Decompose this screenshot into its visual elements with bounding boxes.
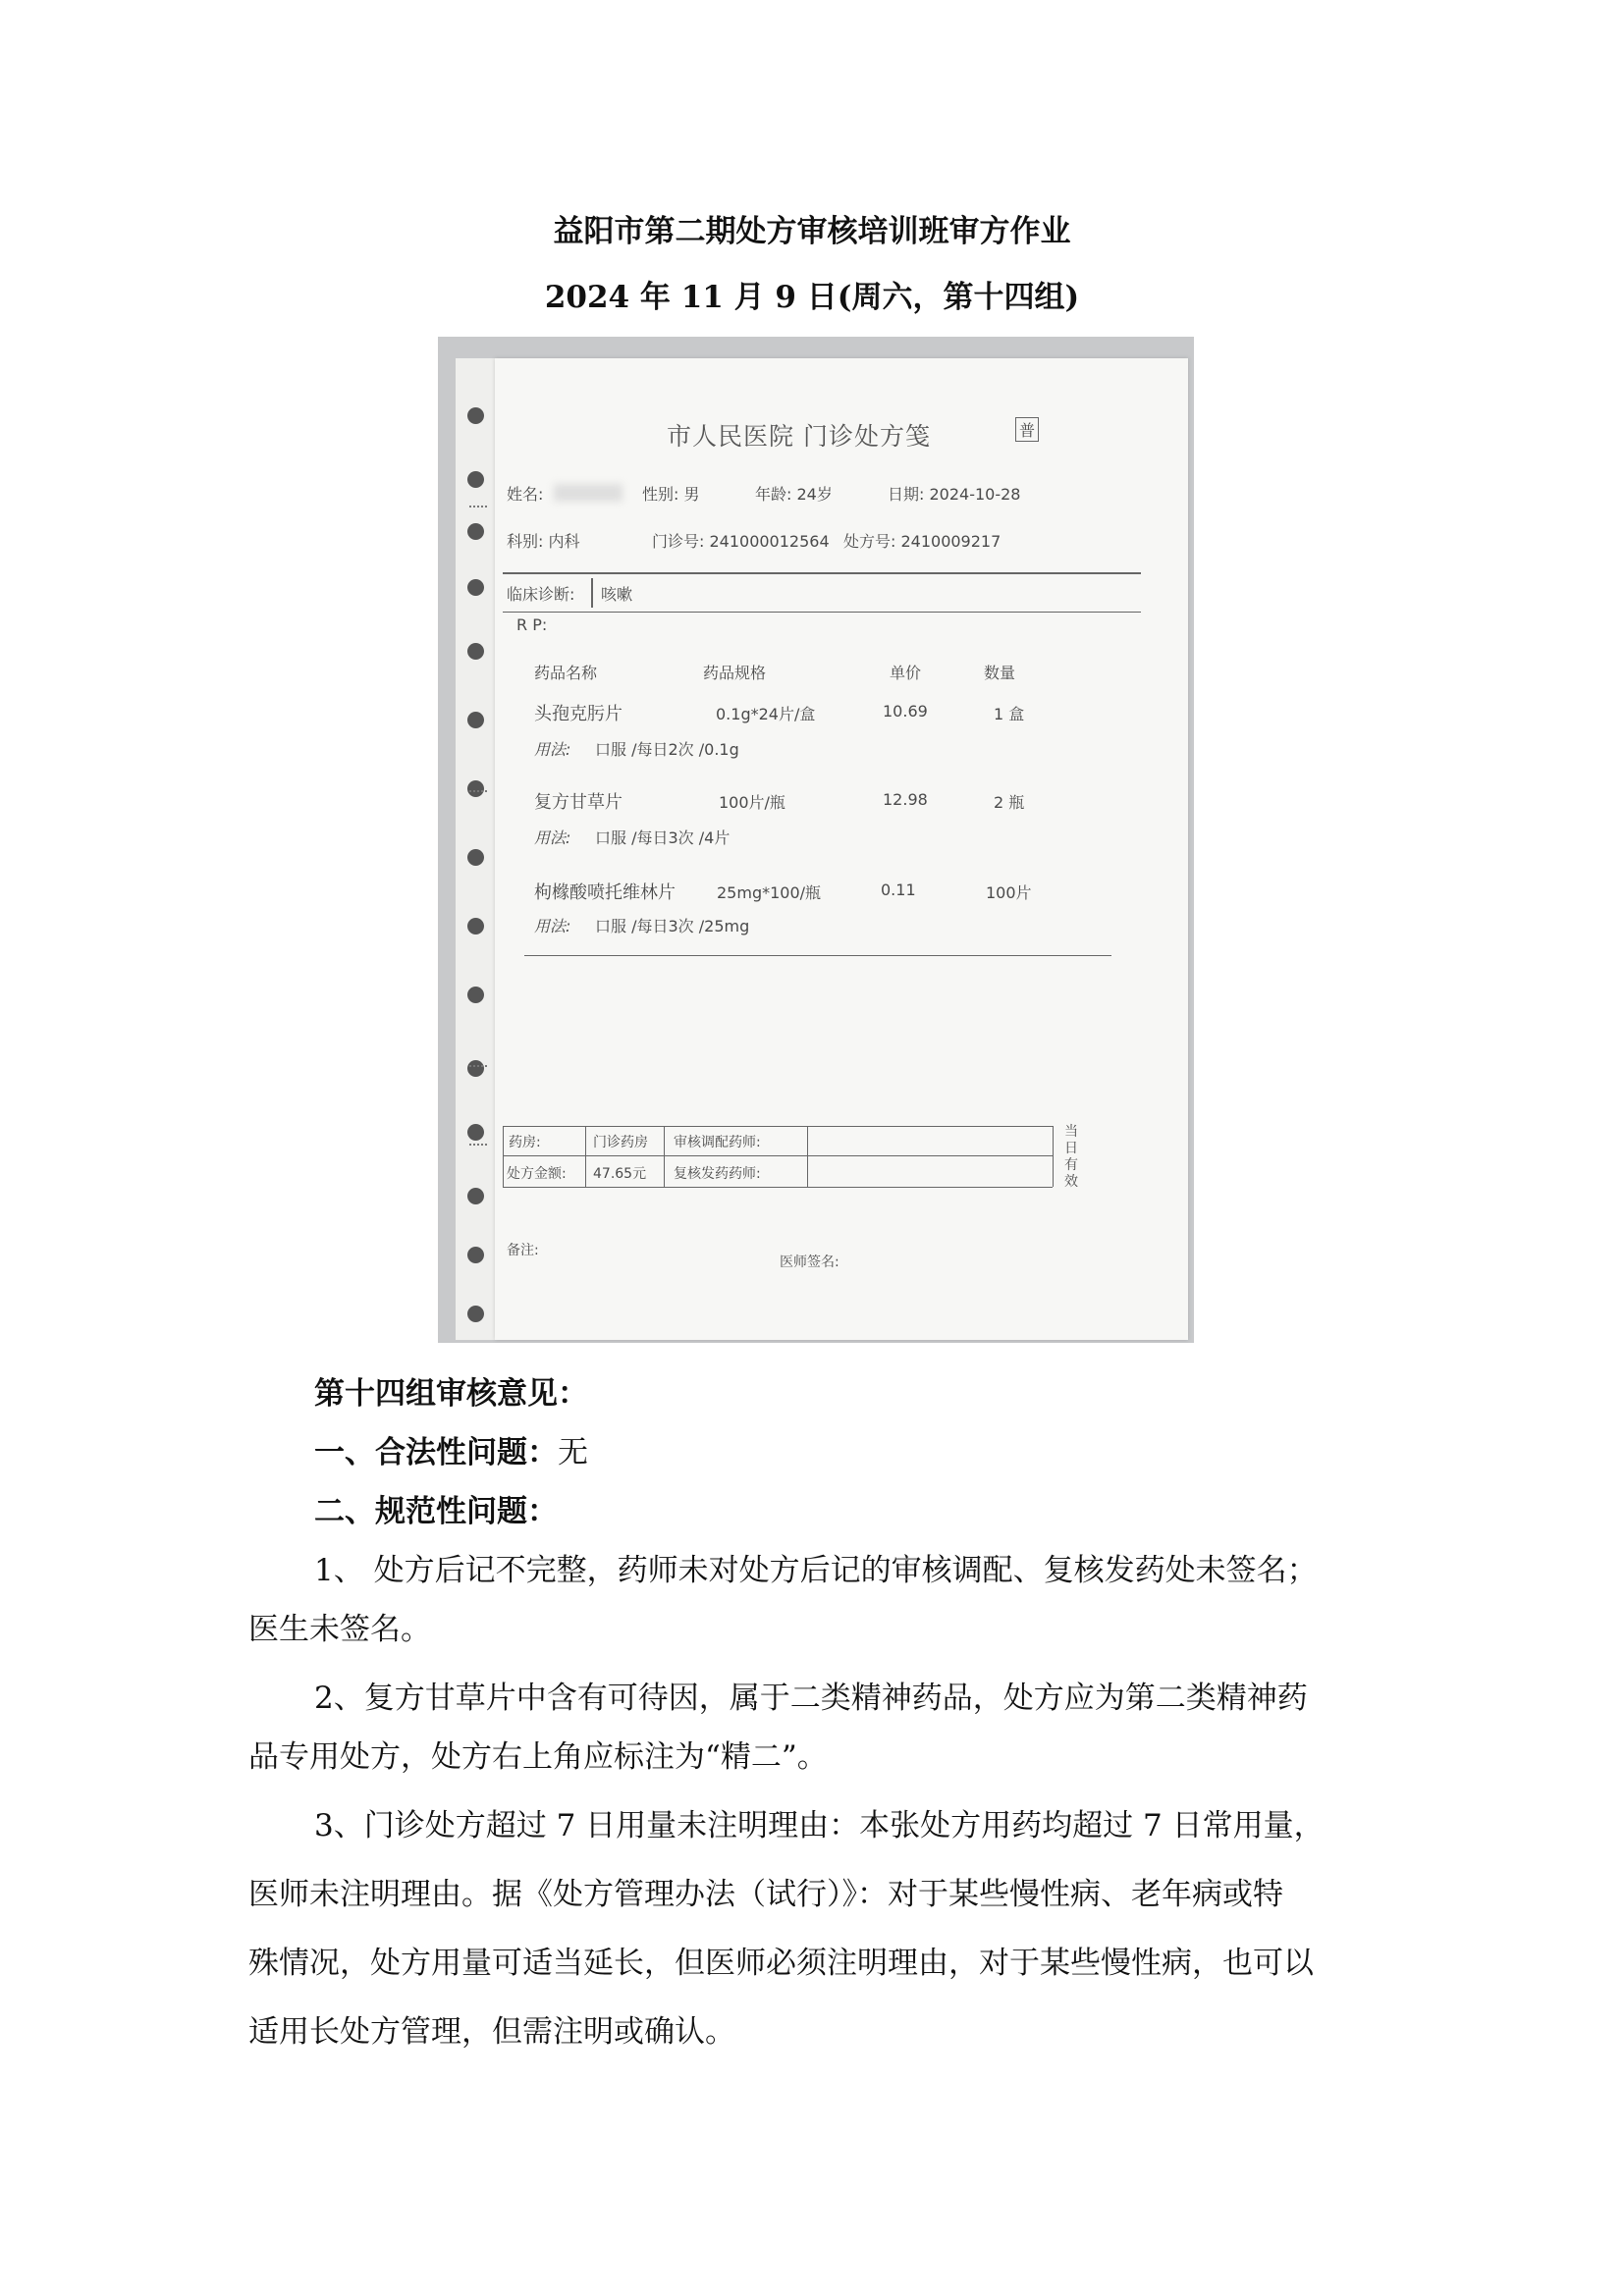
- paragraph-2-line-1: 2、复方甘草片中含有可待因，属于二类精神药品，处方应为第二类精神药: [314, 1681, 1308, 1716]
- paragraph-3-line-3: 殊情况，处方用量可适当延长，但医师必须注明理由，对于某些慢性病，也可以: [248, 1946, 1314, 1981]
- pharmacy-label: 药房:: [509, 1135, 541, 1150]
- amount-value: 47.65元: [593, 1166, 647, 1182]
- punch-hole: [467, 1188, 484, 1204]
- patient-name-label: 姓名:: [507, 485, 544, 504]
- perforation: [469, 1144, 487, 1146]
- col-header-name: 药品名称: [534, 664, 598, 682]
- drug-name: 复方甘草片: [534, 792, 623, 813]
- drug-spec: 0.1g*24片/盒: [716, 705, 816, 723]
- footer-line: [585, 1126, 586, 1187]
- footer-line: [503, 1126, 504, 1187]
- drug-qty: 100片: [986, 883, 1032, 902]
- drug-name: 枸橼酸喷托维林片: [534, 882, 676, 903]
- prescription-type-badge: 普: [1015, 417, 1039, 442]
- punch-hole: [467, 471, 484, 488]
- punch-hole: [467, 918, 484, 934]
- drug-usage: 口服 /每日3次 /25mg: [595, 917, 750, 935]
- drug-price: 12.98: [883, 790, 928, 809]
- drug-qty: 1 盒: [994, 705, 1025, 723]
- drug-qty: 2 瓶: [994, 793, 1025, 812]
- paragraph-1-line-2: 医生未签名。: [248, 1612, 431, 1647]
- legality-line: [314, 1426, 588, 1479]
- punch-hole: [467, 780, 484, 797]
- drug-spec: 100片/瓶: [719, 793, 785, 812]
- perforation: [469, 790, 487, 792]
- usage-label: 用法:: [534, 828, 571, 847]
- punch-hole: [467, 643, 484, 660]
- divider-line: [503, 612, 1141, 613]
- pharmacy-value: 门诊药房: [593, 1135, 648, 1150]
- punch-hole: [467, 1306, 484, 1322]
- legality-value: 无: [558, 1435, 588, 1470]
- amount-label: 处方金额:: [507, 1166, 567, 1182]
- paragraph-1-line-1: 1、 处方后记不完整，药师未对处方后记的审核调配、复核发药处未签名；: [314, 1553, 1318, 1588]
- footer-line: [807, 1126, 808, 1187]
- valid-note: 当日有效: [1064, 1124, 1078, 1190]
- usage-label: 用法:: [534, 740, 571, 759]
- col-header-spec: 药品规格: [703, 664, 767, 682]
- patient-age: 年龄: 24岁: [755, 485, 833, 504]
- drug-usage: 口服 /每日3次 /4片: [595, 828, 731, 847]
- document-title: 益阳市第二期处方审核培训班审方作业: [553, 214, 1071, 249]
- paragraph-3-line-1: 3、门诊处方超过 7 日用量未注明理由：本张处方用药均超过 7 日常用量，: [314, 1808, 1325, 1843]
- perforation: [469, 1065, 487, 1067]
- prescription-sheet: [495, 358, 1188, 1340]
- col-header-price: 单价: [890, 664, 922, 682]
- diagnosis-separator: [591, 578, 593, 608]
- punch-hole: [467, 1060, 484, 1077]
- usage-label: 用法:: [534, 917, 571, 935]
- prescription-photo: [438, 337, 1194, 1343]
- diagnosis-label: 临床诊断:: [507, 585, 575, 604]
- department: 科别: 内科: [507, 532, 580, 551]
- paragraph-3-line-4: 适用长处方管理，但需注明或确认。: [248, 2014, 735, 2050]
- drug-usage: 口服 /每日2次 /0.1g: [595, 740, 739, 759]
- prescription-date: 日期: 2024-10-28: [888, 485, 1021, 504]
- remark-label: 备注:: [507, 1243, 539, 1258]
- check-pharmacist-label: 复核发药药师:: [674, 1166, 761, 1182]
- perforation: [469, 506, 487, 507]
- hospital-title: 市人民医院 门诊处方笺: [667, 422, 931, 451]
- footer-line: [503, 1187, 1053, 1188]
- paragraph-2-line-2: 品专用处方，处方右上角应标注为“精二”。: [248, 1739, 828, 1775]
- punch-hole: [467, 523, 484, 540]
- punch-hole: [467, 407, 484, 424]
- punch-hole: [467, 1124, 484, 1141]
- review-heading: 第十四组审核意见：: [314, 1376, 588, 1412]
- perforated-strip: [456, 358, 495, 1340]
- prescription-number: 处方号: 2410009217: [843, 532, 1001, 551]
- punch-hole: [467, 712, 484, 728]
- patient-name-blurred: [554, 484, 623, 502]
- drug-spec: 25mg*100/瓶: [717, 883, 822, 902]
- review-pharmacist-label: 审核调配药师:: [674, 1135, 761, 1150]
- drug-price: 10.69: [883, 702, 928, 721]
- patient-gender: 性别: 男: [642, 485, 700, 504]
- standardization-label: 二、规范性问题：: [314, 1494, 558, 1529]
- diagnosis-value: 咳嗽: [601, 585, 633, 604]
- punch-hole: [467, 987, 484, 1003]
- drug-price: 0.11: [881, 881, 916, 899]
- doctor-signature-label: 医师签名:: [780, 1255, 839, 1270]
- col-header-qty: 数量: [984, 664, 1016, 682]
- paragraph-3-line-2: 医师未注明理由。据《处方管理办法（试行）》：对于某些慢性病、老年病或特: [248, 1877, 1283, 1912]
- legality-label: 一、合法性问题：: [314, 1435, 558, 1470]
- drugs-end-line: [524, 955, 1111, 956]
- rp-mark: R P:: [516, 615, 548, 634]
- punch-hole: [467, 1247, 484, 1263]
- outpatient-number: 门诊号: 241000012564: [652, 532, 830, 551]
- document-subtitle: 2024 年 11 月 9 日(周六，第十四组): [544, 280, 1080, 315]
- footer-line: [1053, 1126, 1054, 1187]
- punch-hole: [467, 849, 484, 866]
- divider-line: [503, 572, 1141, 574]
- drug-name: 头孢克肟片: [534, 704, 623, 724]
- footer-line: [664, 1126, 665, 1187]
- punch-hole: [467, 579, 484, 596]
